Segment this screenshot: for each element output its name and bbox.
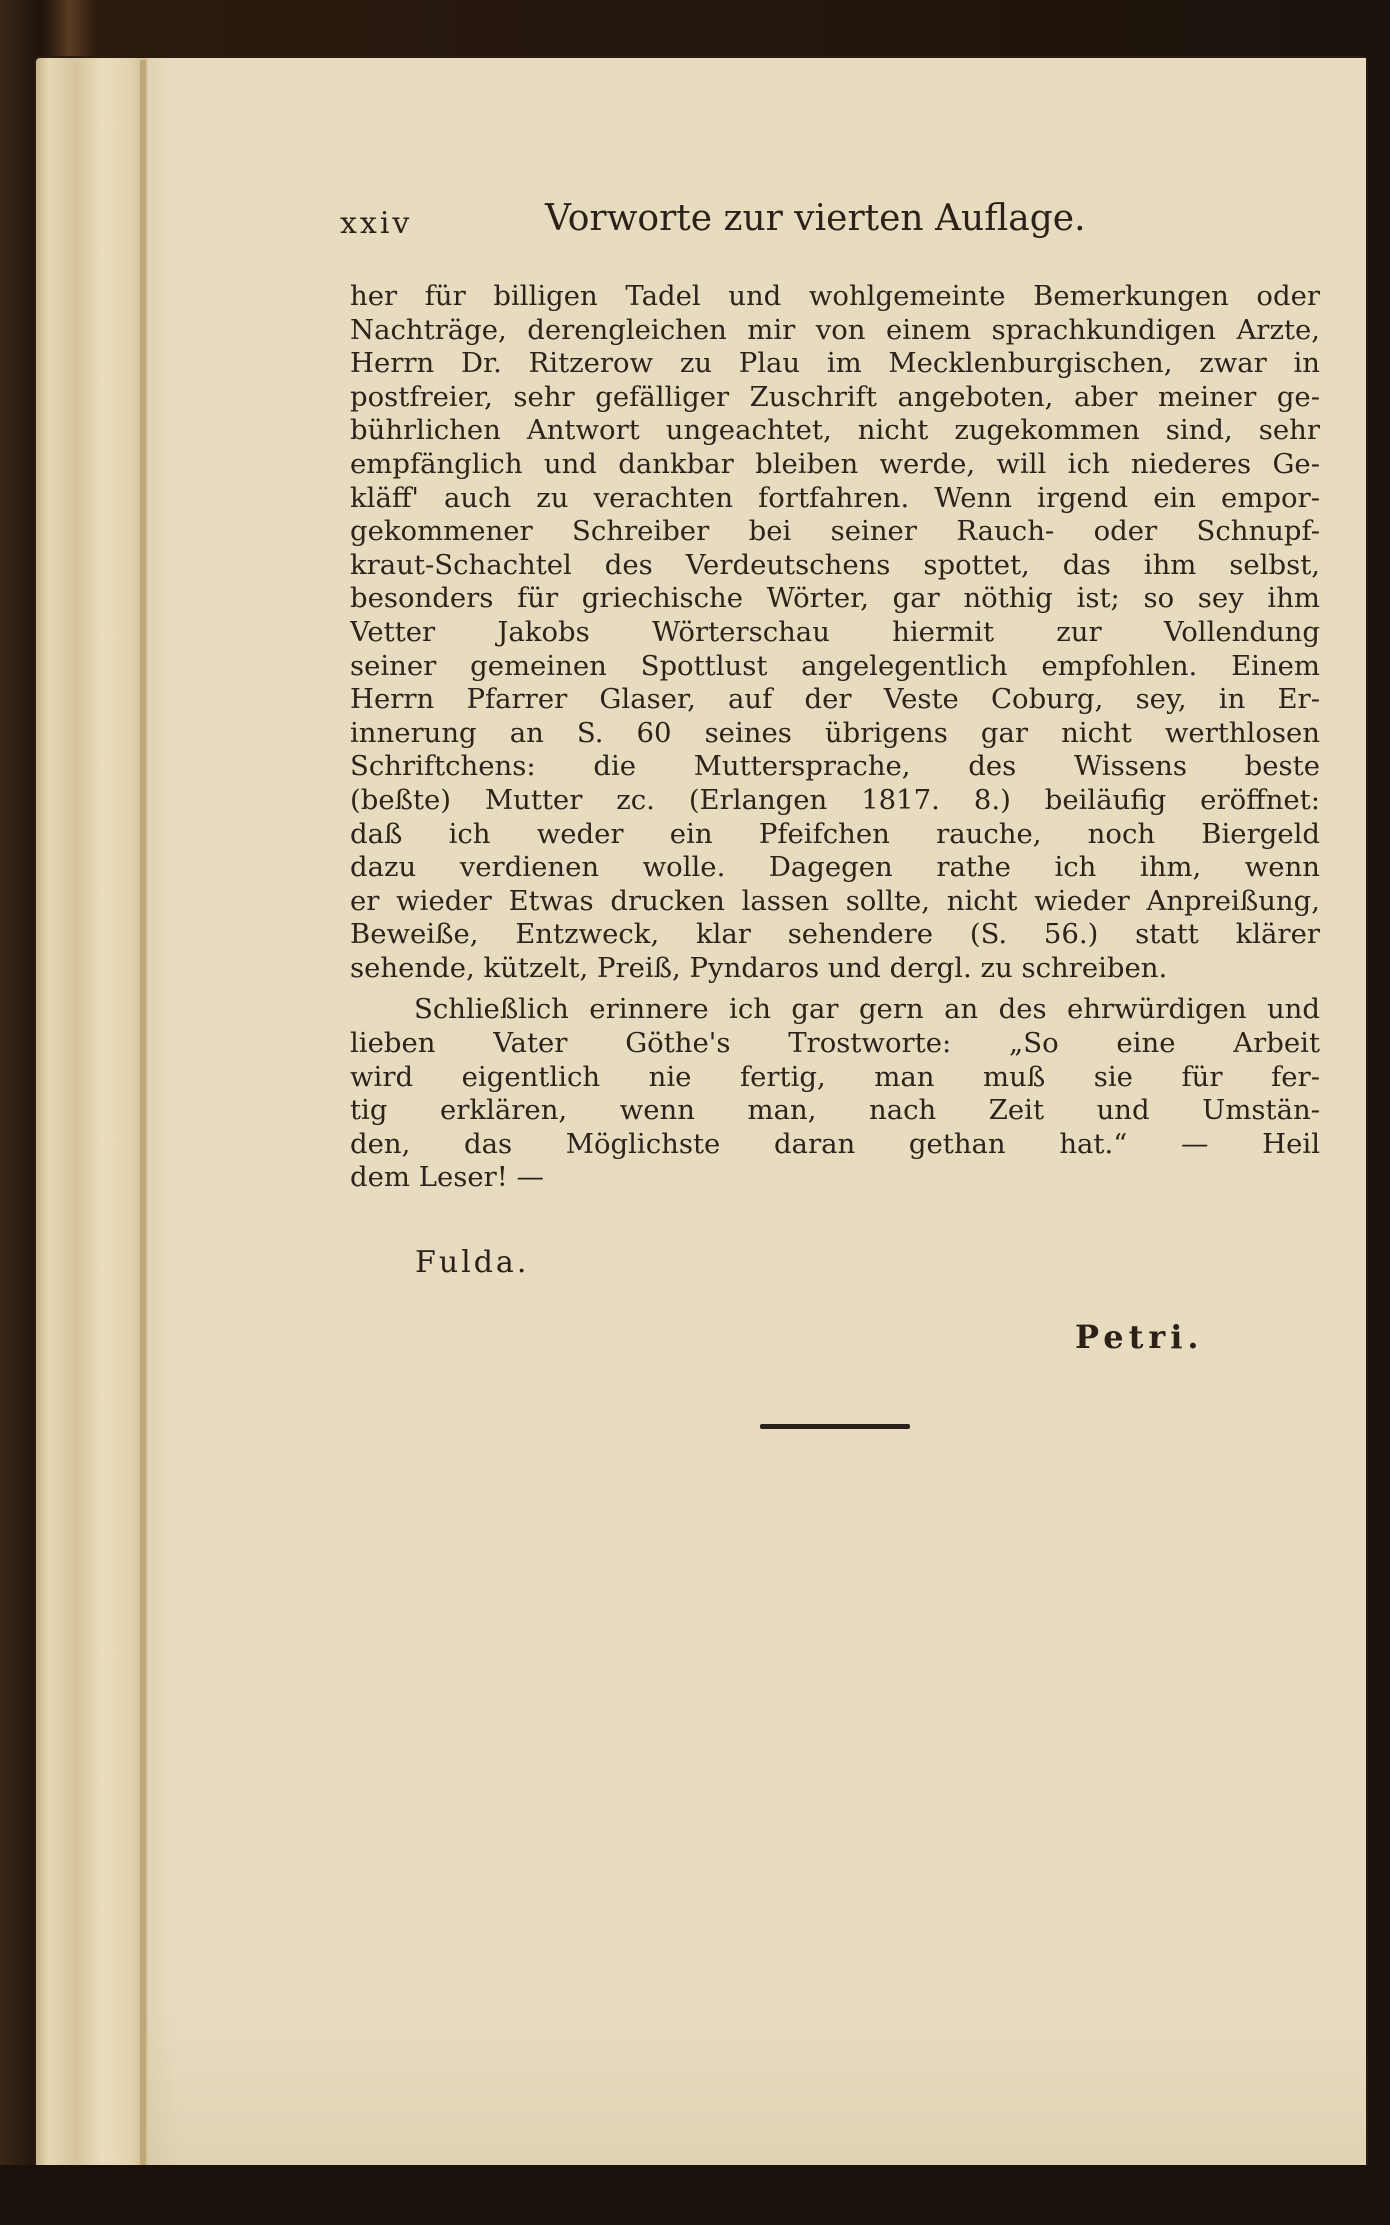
text-line: Beweiße, Entzweck, klar sehendere (S. 56.) statt klärer (350, 918, 1320, 951)
text-line: postfreier, sehr gefälliger Zuschrift angeboten, aber meiner ge- (350, 380, 1320, 413)
paragraph-gap (350, 985, 1320, 993)
text-line: kläff' auch zu verachten fortfahren. Wenn irgend ein empor- (350, 481, 1320, 514)
text-line: seiner gemeinen Spottlust angelegentlich empfohlen. Einem (350, 649, 1320, 682)
text-line: empfänglich und dankbar bleiben werde, will ich niederes Ge- (350, 447, 1320, 480)
bottom-cover-band (0, 2165, 1390, 2225)
text-line: Herrn Dr. Ritzerow zu Plau im Mecklenburgischen, zwar in (350, 347, 1320, 380)
text-line: Schließlich erinnere ich gar gern an des ehrwürdigen und (414, 993, 1320, 1026)
running-title: Vorworte zur vierten Auflage. (545, 198, 1086, 239)
text-line: dazu verdienen wolle. Dagegen rathe ich ihm, wenn (350, 851, 1320, 884)
text-line: kraut-Schachtel des Verdeutschens spottet, das ihm selbst, (350, 548, 1320, 581)
text-line: daß ich weder ein Pfeifchen rauche, noch Biergeld (350, 817, 1320, 850)
paragraph-2 (350, 993, 1320, 1195)
text-line: er wieder Etwas drucken lassen sollte, nicht wieder Anpreißung, (350, 884, 1320, 917)
text-line: Schriftchens: die Muttersprache, des Wissens beste (350, 750, 1320, 783)
text-line: den, das Möglichste daran gethan hat.“ — Heil (350, 1127, 1320, 1160)
author-signature: Petri. (1075, 1318, 1204, 1356)
text-line: dem Leser! — (350, 1161, 545, 1194)
text-line: lieben Vater Göthe's Trostworte: „So eine Arbeit (350, 1027, 1320, 1060)
text-line: Herrn Pfarrer Glaser, auf der Veste Coburg, sey, in Er- (350, 683, 1320, 716)
text-line: Vetter Jakobs Wörterschau hiermit zur Vollendung (350, 615, 1320, 648)
text-line: tig erklären, wenn man, nach Zeit und Umstän- (350, 1094, 1320, 1127)
text-line: wird eigentlich nie fertig, man muß sie für fer- (350, 1060, 1320, 1093)
page-gutter (140, 60, 146, 2180)
place-signature: Fulda. (415, 1245, 530, 1280)
page-number: xxiv (340, 206, 413, 241)
text-line: (beßte) Mutter zc. (Erlangen 1817. 8.) beiläufig eröffnet: (350, 783, 1320, 816)
closing-rule (760, 1424, 910, 1429)
page-header (340, 198, 1325, 248)
text-line: bührlichen Antwort ungeachtet, nicht zugekommen sind, sehr (350, 414, 1320, 447)
body-text (350, 280, 1320, 1195)
text-line: Nachträge, derengleichen mir von einem sprachkundigen Arzte, (350, 313, 1320, 346)
text-line: her für billigen Tadel und wohlgemeinte Bemerkungen oder (350, 280, 1320, 312)
text-line: innerung an S. 60 seines übrigens gar nicht werthlosen (350, 716, 1320, 749)
text-line: sehende, kützelt, Preiß, Pyndaros und dergl. zu schreiben. (350, 951, 1168, 984)
text-line: gekommener Schreiber bei seiner Rauch- oder Schnupf- (350, 515, 1320, 548)
text-line: besonders für griechische Wörter, gar nöthig ist; so sey ihm (350, 582, 1320, 615)
paragraph-1 (350, 280, 1320, 985)
